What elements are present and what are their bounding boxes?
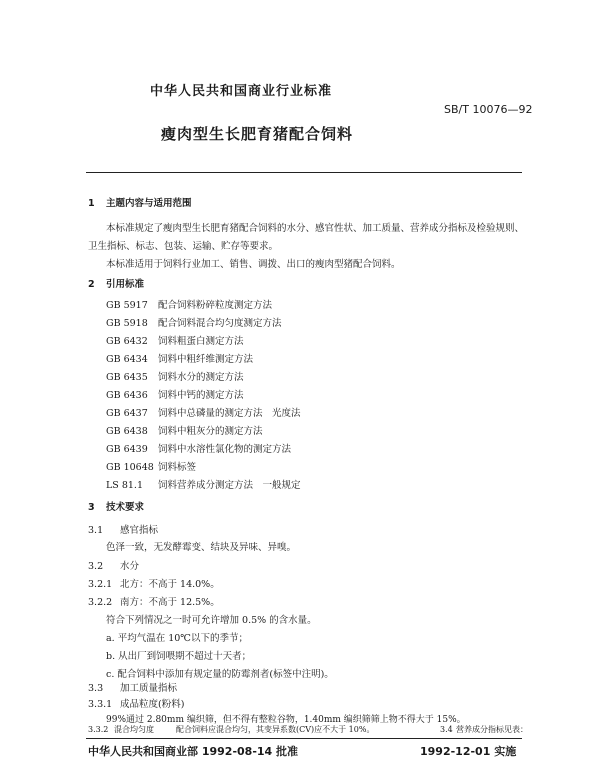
reference-item (106, 297, 272, 311)
subsection-3-2-2 (88, 594, 220, 608)
section-2-heading (88, 276, 144, 290)
reference-code: GB 6437 (106, 408, 148, 419)
reference-item (106, 459, 196, 473)
section-1-para-2: 本标准适用于饲料行业加工、销售、调拨、出口的瘦肉型猪配合饲料。 (106, 259, 401, 270)
reference-name: 饲料标签 (158, 462, 197, 473)
reference-name: 饲料中总磷量的测定方法 光度法 (158, 408, 301, 419)
section-title: 技术要求 (106, 502, 145, 513)
reference-name: 饲料水分的测定方法 (158, 372, 244, 383)
reference-code: GB 6435 (106, 372, 148, 383)
moisture-note: 符合下列情况之一时可允许增加 0.5% 的含水量。 (106, 615, 317, 626)
subsection-number: 3.3 (88, 683, 104, 694)
subsection-text: 北方：不高于 14.0%。 (120, 579, 220, 590)
reference-code: GB 6432 (106, 336, 148, 347)
section-title: 引用标准 (106, 279, 145, 290)
reference-item (106, 405, 301, 419)
reference-item (106, 423, 263, 437)
reference-item (106, 351, 253, 365)
reference-code: GB 6439 (106, 444, 148, 455)
mixing-text: 配合饲料应混合均匀，其变异系数(CV)应不大于 10%。 (176, 725, 375, 734)
reference-name: 饲料营养成分测定方法 一般规定 (158, 480, 301, 491)
list-item: c. 配合饲料中添加有规定量的防霉剂者(标签中注明)。 (106, 669, 334, 680)
reference-name: 饲料中钙的测定方法 (158, 390, 244, 401)
subsection-3-1 (88, 522, 158, 536)
reference-code: GB 10648 (106, 462, 154, 473)
subsection-3-2 (88, 558, 139, 572)
subsection-number: 3.1 (88, 525, 104, 536)
subsection-number: 3.3.1 (88, 699, 113, 710)
reference-item (106, 441, 291, 455)
subsection-title: 感官指标 (120, 525, 159, 536)
list-item: a. 平均气温在 10℃以下的季节； (106, 633, 248, 644)
document-title: 瘦肉型生长肥育猪配合饲料 (161, 125, 354, 143)
section-number: 1 (88, 198, 95, 209)
subsection-title: 水分 (120, 561, 140, 572)
reference-code: GB 5918 (106, 318, 148, 329)
reference-name: 配合饲料混合均匀度测定方法 (158, 318, 282, 329)
reference-name: 饲料粗蛋白测定方法 (158, 336, 244, 347)
subsection-3-1-text: 色泽一致，无发酵霉变、结块及异味、异嗅。 (106, 542, 297, 553)
reference-name: 配合饲料粉碎粒度测定方法 (158, 300, 273, 311)
subsection-text: 南方：不高于 12.5%。 (120, 597, 220, 608)
list-item: b. 从出厂到饲喂期不超过十天者； (106, 651, 252, 662)
subsection-3-3 (88, 680, 177, 694)
reference-code: GB 6438 (106, 426, 148, 437)
standard-org-header: 中华人民共和国商业行业标准 (150, 84, 333, 99)
section-number: 2 (88, 279, 95, 290)
reference-item (106, 369, 244, 383)
reference-item (106, 477, 301, 491)
section-1-para-1-line-2: 卫生指标、标志、包装、运输、贮存等要求。 (88, 241, 279, 252)
subsection-number: 3.2.2 (88, 597, 113, 608)
granularity-text: 99%通过 2.80mm 编织筛，但不得有整粒谷物，1.40mm 编织筛筛上物不得大于 15%。 (106, 715, 466, 725)
reference-item (106, 387, 244, 401)
section-1-heading (88, 195, 192, 209)
reference-code: LS 81.1 (106, 480, 143, 491)
reference-name: 饲料中粗灰分的测定方法 (158, 426, 263, 437)
implementation-date: 1992-12-01 实施 (420, 745, 517, 758)
footer-divider (86, 738, 522, 739)
subsection-number: 3.2.1 (88, 579, 113, 590)
reference-item (106, 333, 244, 347)
subsection-number: 3.2 (88, 561, 104, 572)
header-divider (86, 172, 522, 173)
subsection-3-3-1 (88, 696, 184, 710)
reference-name: 饲料中粗纤维测定方法 (158, 354, 254, 365)
subsection-3-2-1 (88, 576, 220, 590)
section-title: 主题内容与适用范围 (106, 198, 192, 209)
standard-code: SB/T 10076—92 (444, 103, 533, 116)
reference-name: 饲料中水溶性氯化物的测定方法 (158, 444, 292, 455)
reference-code: GB 6436 (106, 390, 148, 401)
subsection-title: 加工质量指标 (120, 683, 178, 694)
reference-code: GB 5917 (106, 300, 148, 311)
reference-code: GB 6434 (106, 354, 148, 365)
reference-item (106, 315, 282, 329)
subsection-title: 成品粒度(粉料) (120, 699, 185, 710)
subsection-3-4: 3.4 营养成分指标见表： (440, 725, 528, 734)
section-1-para-1-line-1: 本标准规定了瘦肉型生长肥育猪配合饲料的水分、感官性状、加工质量、营养成分指标及检验规则、 (106, 223, 525, 234)
section-3-heading (88, 499, 144, 513)
approval-date: 中华人民共和国商业部 1992-08-14 批准 (88, 745, 299, 758)
subsection-3-3-2: 3.3.2 混合均匀度 (88, 725, 154, 734)
section-number: 3 (88, 502, 95, 513)
